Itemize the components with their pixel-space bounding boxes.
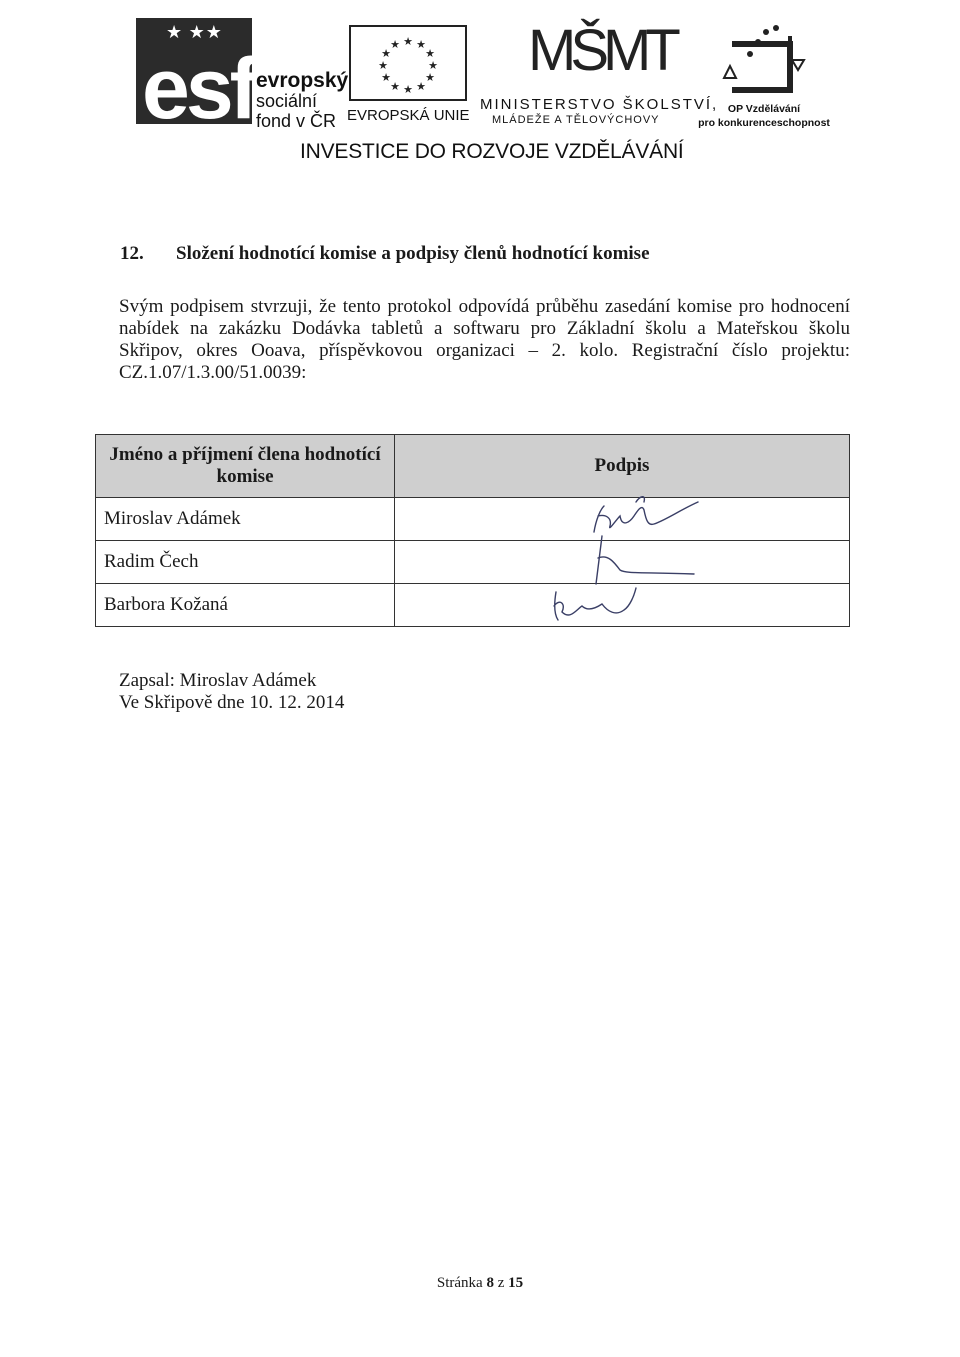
member-name: Barbora Kožaná bbox=[96, 584, 395, 627]
member-name: Miroslav Adámek bbox=[96, 498, 395, 541]
esf-logo-block bbox=[136, 18, 255, 137]
tagline: INVESTICE DO ROZVOJE VZDĚLÁVÁNÍ bbox=[300, 140, 684, 163]
op-line2: pro konkurenceschopnost bbox=[698, 117, 830, 129]
msmt-mark: MŠMT bbox=[528, 18, 675, 83]
msmt-line2: MLÁDEŽE A TĚLOVÝCHOVY bbox=[492, 114, 660, 126]
esf-line2: sociální bbox=[256, 91, 318, 111]
svg-text:★: ★ bbox=[416, 38, 426, 51]
svg-text:★: ★ bbox=[403, 35, 413, 48]
msmt-logo bbox=[478, 18, 719, 132]
msmt-line1: MINISTERSTVO ŠKOLSTVÍ, bbox=[480, 96, 719, 113]
esf-text bbox=[256, 70, 348, 131]
op-logo-icon bbox=[720, 22, 810, 98]
op-logo bbox=[694, 22, 834, 132]
svg-text:★: ★ bbox=[425, 47, 435, 60]
page-sep: z bbox=[497, 1275, 505, 1291]
header-signature: Podpis bbox=[395, 435, 850, 498]
paragraph-line: nabídek na zakázku Dodávka tabletů a softwaru pro Základní školu a Mateřskou školu bbox=[119, 318, 850, 339]
esf-line1: evropský bbox=[256, 69, 349, 92]
committee-table bbox=[95, 434, 850, 627]
esf-logo bbox=[136, 18, 349, 137]
section-title: Složení hodnotící komise a podpisy členů hodnotící komise bbox=[176, 243, 650, 264]
svg-text:★: ★ bbox=[378, 59, 388, 72]
table-row bbox=[96, 584, 850, 627]
eu-flag-icon bbox=[349, 25, 467, 101]
recorded-block bbox=[119, 670, 344, 714]
handwritten-signatures bbox=[540, 480, 710, 630]
table-row bbox=[96, 541, 850, 584]
svg-text:★: ★ bbox=[425, 71, 435, 84]
place-date: Ve Skřipově dne 10. 12. 2014 bbox=[119, 692, 345, 713]
statement-paragraph bbox=[119, 296, 850, 384]
esf-stars-icon: ★ ★★ bbox=[166, 22, 223, 42]
svg-text:★: ★ bbox=[416, 80, 426, 93]
page-total: 15 bbox=[508, 1275, 524, 1291]
svg-text:★: ★ bbox=[381, 71, 391, 84]
paragraph-line: Skřipov, okres Ooava, příspěvkovou organizaci – 2. kolo. Registrační číslo projektu: bbox=[119, 340, 850, 361]
op-text bbox=[694, 102, 834, 130]
page-number bbox=[0, 1275, 960, 1292]
paragraph-line: Svým podpisem stvrzuji, že tento protokol odpovídá průběhu zasedání komise pro hodnocení bbox=[119, 296, 850, 317]
eu-label: EVROPSKÁ UNIE bbox=[347, 107, 470, 124]
member-name: Radim Čech bbox=[96, 541, 395, 584]
page-current: 8 bbox=[486, 1275, 494, 1291]
table-header-row bbox=[96, 435, 850, 498]
svg-text:★: ★ bbox=[403, 83, 413, 96]
section-heading bbox=[120, 243, 650, 265]
svg-text:★: ★ bbox=[381, 47, 391, 60]
table-row bbox=[96, 498, 850, 541]
svg-text:★: ★ bbox=[428, 59, 438, 72]
header-name: Jméno a příjmení člena hodnotící komise bbox=[96, 435, 395, 498]
recorded-by: Zapsal: Miroslav Adámek bbox=[119, 670, 317, 691]
svg-text:★: ★ bbox=[390, 38, 400, 51]
op-line1: OP Vzdělávání bbox=[727, 103, 801, 115]
esf-letters: esf bbox=[142, 41, 255, 137]
svg-text:★: ★ bbox=[390, 80, 400, 93]
eu-logo bbox=[347, 25, 469, 129]
section-number: 12. bbox=[120, 243, 144, 264]
page-prefix: Stránka bbox=[436, 1275, 483, 1291]
paragraph-line: CZ.1.07/1.3.00/51.0039: bbox=[119, 362, 307, 383]
esf-line3: fond v ČR bbox=[256, 111, 337, 131]
